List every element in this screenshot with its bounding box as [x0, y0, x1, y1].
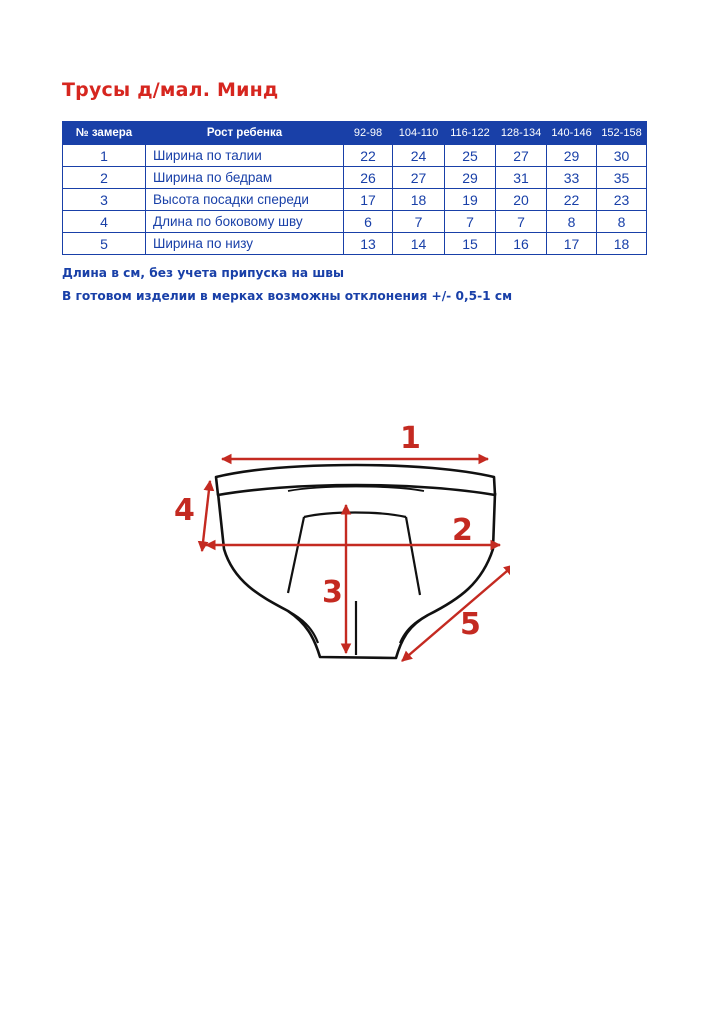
table-row	[63, 167, 647, 189]
table-row	[63, 211, 647, 233]
table-cell: 6	[344, 211, 393, 233]
header-size: 92-98	[344, 122, 393, 145]
label-1: 1	[400, 421, 421, 456]
measure-name: Ширина по талии	[146, 145, 344, 167]
table-row	[63, 233, 647, 255]
measure-name: Высота посадки спереди	[146, 189, 344, 211]
measure-number: 2	[63, 167, 146, 189]
table-cell: 7	[393, 211, 445, 233]
table-cell: 19	[445, 189, 496, 211]
table-cell: 14	[393, 233, 445, 255]
label-2: 2	[452, 513, 473, 548]
measure-number: 5	[63, 233, 146, 255]
label-4: 4	[174, 493, 195, 528]
measure-number: 1	[63, 145, 146, 167]
table-header-row	[63, 122, 647, 145]
table-cell: 27	[496, 145, 547, 167]
briefs-seam-left	[288, 517, 304, 593]
table-cell: 15	[445, 233, 496, 255]
table-cell: 22	[344, 145, 393, 167]
table-cell: 13	[344, 233, 393, 255]
table-cell: 35	[597, 167, 647, 189]
table-cell: 8	[547, 211, 597, 233]
briefs-measurement-diagram	[170, 415, 510, 675]
header-size: 140-146	[547, 122, 597, 145]
table-cell: 18	[393, 189, 445, 211]
briefs-waistband	[216, 465, 495, 495]
header-size: 116-122	[445, 122, 496, 145]
table-cell: 26	[344, 167, 393, 189]
header-size: 128-134	[496, 122, 547, 145]
page-title: Трусы д/мал. Минд	[62, 79, 279, 101]
table-cell: 18	[597, 233, 647, 255]
table-cell: 7	[496, 211, 547, 233]
arrow-4-side-seam	[202, 481, 210, 551]
table-cell: 29	[547, 145, 597, 167]
table-cell: 17	[547, 233, 597, 255]
measure-name: Ширина по низу	[146, 233, 344, 255]
measure-number: 3	[63, 189, 146, 211]
table-cell: 7	[445, 211, 496, 233]
header-size: 104-110	[393, 122, 445, 145]
table-cell: 25	[445, 145, 496, 167]
note-units: Длина в см, без учета припуска на швы	[62, 266, 345, 280]
table-cell: 16	[496, 233, 547, 255]
table-row	[63, 145, 647, 167]
label-5: 5	[460, 607, 481, 642]
table-cell: 31	[496, 167, 547, 189]
measure-name: Ширина по бедрам	[146, 167, 344, 189]
table-cell: 8	[597, 211, 647, 233]
briefs-pouch-top	[304, 513, 406, 518]
size-table	[62, 121, 647, 255]
table-cell: 29	[445, 167, 496, 189]
header-size: 152-158	[597, 122, 647, 145]
table-row	[63, 189, 647, 211]
briefs-seam-right	[406, 517, 420, 595]
table-cell: 24	[393, 145, 445, 167]
note-tolerance: В готовом изделии в мерках возможны отклонения +/- 0,5-1 см	[62, 289, 513, 303]
table-cell: 20	[496, 189, 547, 211]
measure-number: 4	[63, 211, 146, 233]
table-cell: 27	[393, 167, 445, 189]
label-3: 3	[322, 575, 343, 610]
table-cell: 33	[547, 167, 597, 189]
header-child-height: Рост ребенка	[146, 122, 344, 145]
table-cell: 17	[344, 189, 393, 211]
header-measure-no: № замера	[63, 122, 146, 145]
table-cell: 23	[597, 189, 647, 211]
table-cell: 22	[547, 189, 597, 211]
measure-name: Длина по боковому шву	[146, 211, 344, 233]
table-cell: 30	[597, 145, 647, 167]
